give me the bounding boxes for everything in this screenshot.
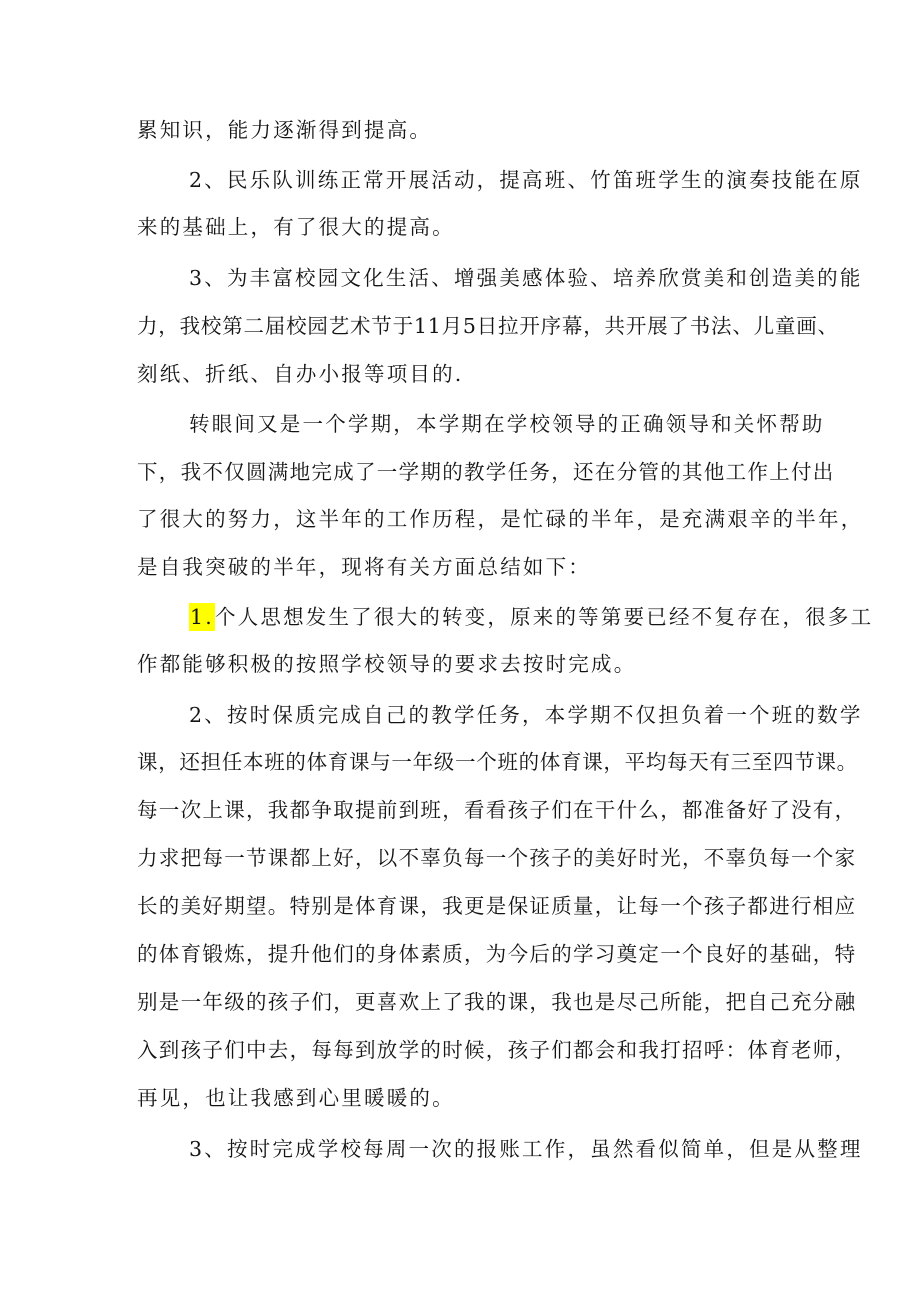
text-line-18: 的体育锻炼，提升他们的身体素质，为今后的学习奠定一个良好的基础，特 (137, 942, 857, 966)
text-line-12: 作都能够积极的按照学校领导的要求去按时完成。 (137, 652, 637, 676)
text-line-14: 课，还担任本班的体育课与一年级一个班的体育课，平均每天有三至四节课。 (137, 750, 858, 774)
text-line-17: 长的美好期望。特别是体育课，我更是保证质量，让每一个孩子都进行相应 (137, 894, 857, 918)
text-line-9: 了很大的努力，这半年的工作历程，是忙碌的半年，是充满艰辛的半年， (137, 507, 864, 531)
text-line-11 (189, 603, 873, 631)
text-line-11-content: 个人思想发生了很大的转变，原来的等第要已经不复存在，很多工 (214, 605, 874, 629)
text-line-20: 入到孩子们中去，每每到放学的时候，孩子们都会和我打招呼：体育老师， (137, 1038, 857, 1062)
text-line-4: 3、为丰富校园文化生活、增强美感体验、培养欣赏美和创造美的能 (189, 266, 863, 290)
text-line-5: 力，我校第二届校园艺术节于11月5日拉开序幕，共开展了书法、儿童画、 (137, 314, 839, 338)
text-line-10: 是自我突破的半年，现将有关方面总结如下： (137, 555, 591, 579)
text-line-13: 2、按时保质完成自己的教学任务，本学期不仅担负着一个班的数学 (189, 703, 863, 727)
text-line-19: 别是一年级的孩子们，更喜欢上了我的课，我也是尽己所能，把自己充分融 (137, 990, 857, 1014)
text-line-16: 力求把每一节课都上好，以不辜负每一个孩子的美好时光，不辜负每一个家 (137, 846, 857, 870)
text-line-15: 每一次上课，我都争取提前到班，看看孩子们在干什么，都准备好了没有， (137, 798, 857, 822)
text-line-2: 2、民乐队训练正常开展活动，提高班、竹笛班学生的演奏技能在原 (189, 168, 863, 192)
text-line-7: 转眼间又是一个学期，本学期在学校领导的正确领导和关怀帮助 (189, 412, 825, 436)
text-line-8: 下，我不仅圆满地完成了一学期的教学任务，还在分管的其他工作上付出 (137, 460, 835, 484)
text-line-21: 再见，也让我感到心里暖暖的。 (137, 1086, 455, 1110)
list-marker-highlight: 1. (190, 605, 214, 629)
text-line-1: 累知识，能力逐渐得到提高。 (137, 118, 433, 142)
text-line-6: 刻纸、折纸、自办小报等项目的. (137, 362, 464, 386)
text-line-22: 3、按时完成学校每周一次的报账工作，虽然看似简单，但是从整理 (189, 1137, 863, 1161)
text-line-3: 来的基础上，有了很大的提高。 (137, 215, 455, 239)
